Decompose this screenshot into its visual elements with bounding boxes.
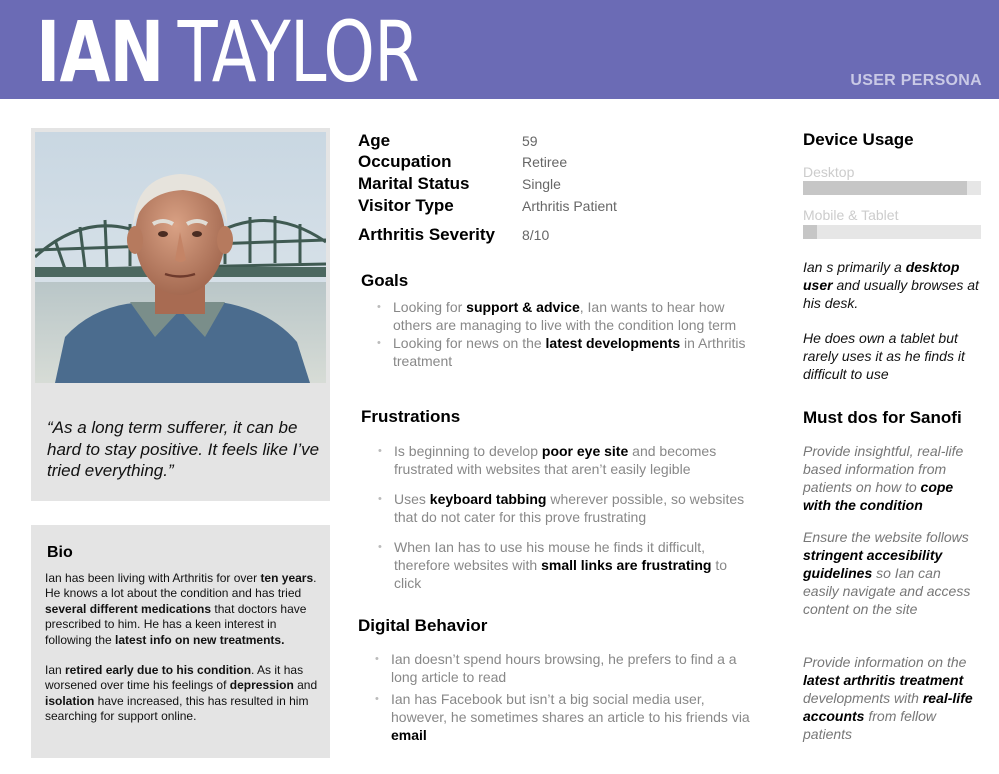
device-note: Ian s primarily a desktop user and usually browses at his desk. [803, 259, 979, 311]
stat-label: Arthritis Severity [358, 225, 495, 244]
digital-behavior-list [373, 650, 763, 744]
stat-value: 8/10 [522, 227, 550, 243]
mobile-tablet-label: Mobile & Tablet [803, 207, 899, 223]
list-item: • Looking for news on the latest developments in Arthritis treatment [375, 334, 760, 370]
persona-tag: USER PERSONA [850, 72, 982, 89]
list-item: • When Ian has to use his mouse he finds it difficult, therefore websites with small links are frustrating to click [376, 538, 746, 592]
desktop-usage-fill [803, 181, 967, 195]
stat-label: Age [358, 131, 391, 150]
must-dos-title: Must dos for Sanofi [803, 408, 962, 427]
header-banner [0, 0, 999, 99]
persona-photo [35, 132, 326, 383]
must-do-item: Provide information on the latest arthritis treatment developments with real-life accounts from fellow patients [803, 654, 973, 742]
stat-value: Retiree [522, 154, 568, 170]
goals-list [375, 298, 760, 370]
frustrations-title: Frustrations [361, 407, 461, 426]
bio-text [45, 571, 325, 725]
desktop-label: Desktop [803, 164, 855, 180]
device-note: He does own a tablet but rarely uses it as he finds it difficult to use [803, 330, 965, 382]
first-name: IAN [36, 3, 164, 101]
bio-paragraph: Ian has been living with Arthritis for over ten years. He knows a lot about the condition and has tried several different medications that doctors have prescribed to him. He has a keen interest in following the latest info on new treatments. [45, 571, 317, 647]
bio-paragraph: Ian retired early due to his condition. As it has worsened over time his feelings of depression and isolation have increased, this has resulted in him searching for support online. [45, 663, 318, 724]
digital-behavior-title: Digital Behavior [358, 616, 488, 635]
bio-title: Bio [47, 544, 73, 561]
list-item: • Looking for support & advice, Ian wants to hear how others are managing to live with the condition long term [375, 298, 760, 334]
stat-label: Visitor Type [358, 196, 454, 215]
stat-label: Marital Status [358, 174, 470, 193]
must-do-item: Ensure the website follows stringent accesibility guidelines so Ian can easily navigate and access content on the site [803, 529, 971, 617]
list-item: • Ian has Facebook but isn’t a big social media user, however, he sometimes shares an article to his friends via email [373, 690, 763, 744]
must-do-item: Provide insightful, real-life based information from patients on how to cope with the condition [803, 443, 964, 513]
mobile-usage-bar [803, 225, 981, 239]
quote-box [31, 386, 330, 501]
frustrations-list [376, 442, 746, 592]
bio-box [31, 525, 330, 758]
persona-name [36, 3, 419, 101]
goals-title: Goals [361, 271, 409, 290]
photo-frame [31, 128, 330, 386]
stat-value: Single [522, 176, 561, 192]
desktop-usage-bar [803, 181, 981, 195]
persona-quote: “As a long term sufferer, it can be hard to stay positive. It feels like I’ve tried everything.” [47, 418, 320, 480]
stat-value: 59 [522, 133, 538, 149]
list-item: • Uses keyboard tabbing wherever possible, so websites that do not cater for this prove frustrating [376, 490, 746, 526]
list-item: • Is beginning to develop poor eye site and becomes frustrated with websites that aren’t easily legible [376, 442, 746, 478]
stat-value: Arthritis Patient [522, 198, 617, 214]
mobile-usage-fill [803, 225, 817, 239]
device-usage-title: Device Usage [803, 130, 914, 149]
last-name: TAYLOR [177, 3, 419, 101]
list-item: • Ian doesn’t spend hours browsing, he prefers to find a a long article to read [373, 650, 763, 686]
stat-label: Occupation [358, 152, 452, 171]
